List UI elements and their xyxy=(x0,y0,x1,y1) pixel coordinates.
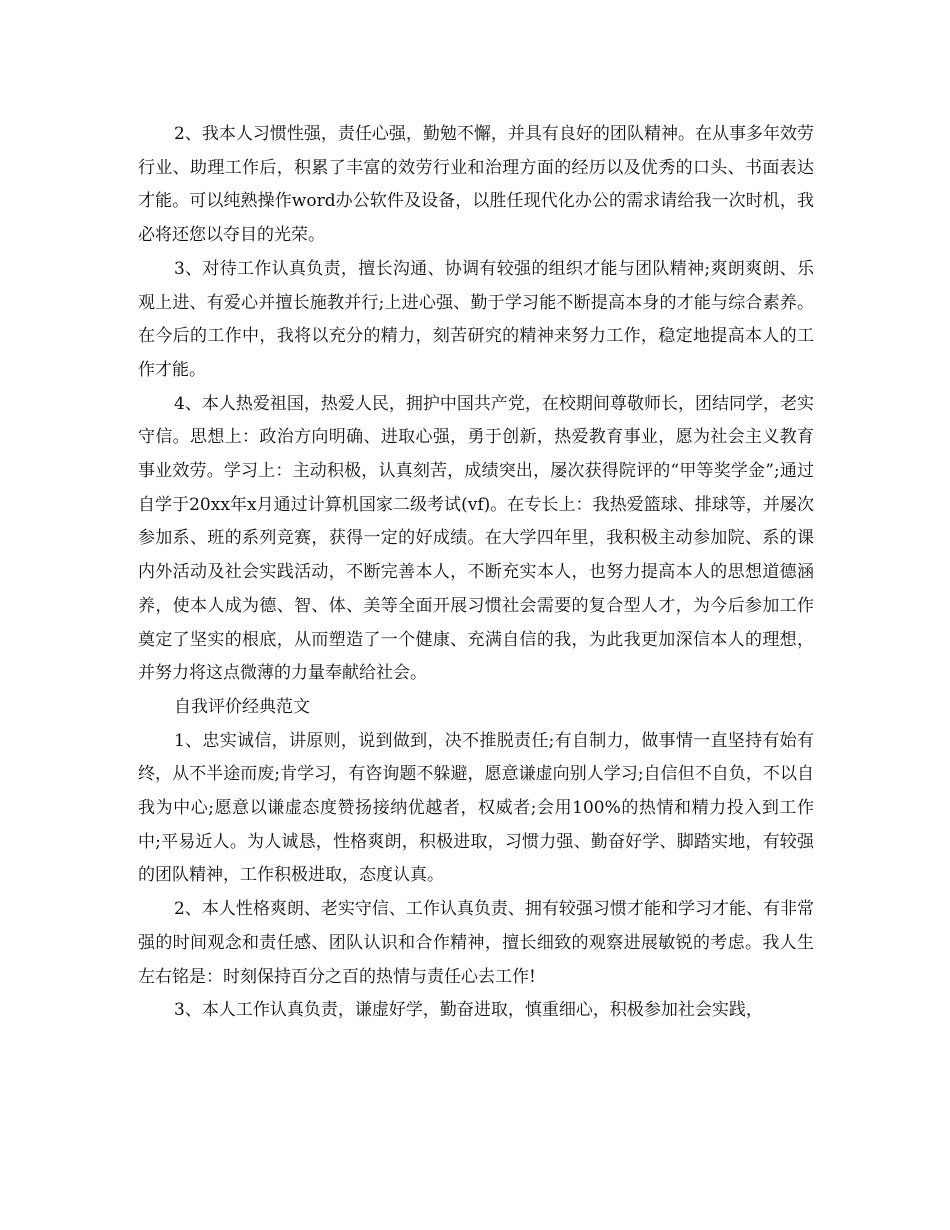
paragraph-self-assessment-4: 4、本人热爱祖国，热爱人民，拥护中国共产党，在校期间尊敬师长，团结同学，老实守信。思想上：政治方向明确、进取心强，勇于创新，热爱教育事业，愿为社会主义教育事业效劳。学习上：主动积极，认真刻苦，成绩突出，屡次获得院评的“甲等奖学金”;通过自学于20xx年x月通过计算机国家二级考试(vf)。在专长上：我热爱篮球、排球等，并屡次参加系、班的系列竞赛，获得一定的好成绩。在大学四年里，我积极主动参加院、系的课内外活动及社会实践活动，不断完善本人，不断充实本人，也努力提高本人的思想道德涵养，使本人成为德、智、体、美等全面开展习惯社会需要的复合型人才，为今后参加工作奠定了坚实的根底，从而塑造了一个健康、充满自信的我，为此我更加深信本人的理想，并努力将这点微薄的力量奉献给社会。 xyxy=(138,393,814,684)
paragraph-self-assessment-3: 3、对待工作认真负责，擅长沟通、协调有较强的组织才能与团队精神;爽朗爽朗、乐观上进、有爱心并擅长施教并行;上进心强、勤于学习能不断提高本身的才能与综合素养。在今后的工作中，我将以充分的精力，刻苦研究的精神来努力工作，稳定地提高本人的工作才能。 xyxy=(138,258,814,380)
paragraph-example-3: 3、本人工作认真负责，谦虚好学，勤奋进取，慎重细心，积极参加社会实践， xyxy=(174,1000,763,1021)
document-body xyxy=(138,118,814,1028)
section-heading: 自我评价经典范文 xyxy=(174,696,310,717)
paragraph-example-2: 2、本人性格爽朗、老实守信、工作认真负责、拥有较强习惯才能和学习才能、有非常强的时间观念和责任感、团队认识和合作精神，擅长细致的观察进展敏锐的考虑。我人生左右铭是：时刻保持百分之百的热情与责任心去工作! xyxy=(138,899,814,987)
paragraph-example-1: 1、忠实诚信，讲原则，说到做到，决不推脱责任;有自制力，做事情一直坚持有始有终，从不半途而废;肯学习，有咨询题不躲避，愿意谦虚向别人学习;自信但不自负，不以自我为中心;愿意以谦虚态度赞扬接纳优越者，权威者;会用100%的热情和精力投入到工作中;平易近人。为人诚恳，性格爽朗，积极进取，习惯力强、勤奋好学、脚踏实地，有较强的团队精神，工作积极进取，态度认真。 xyxy=(138,730,814,886)
paragraph-self-assessment-2: 2、我本人习惯性强，责任心强，勤勉不懈，并具有良好的团队精神。在从事多年效劳行业、助理工作后，积累了丰富的效劳行业和治理方面的经历以及优秀的口头、书面表达才能。可以纯熟操作word办公软件及设备，以胜任现代化办公的需求请给我一次时机，我必将还您以夺目的光荣。 xyxy=(138,124,814,246)
